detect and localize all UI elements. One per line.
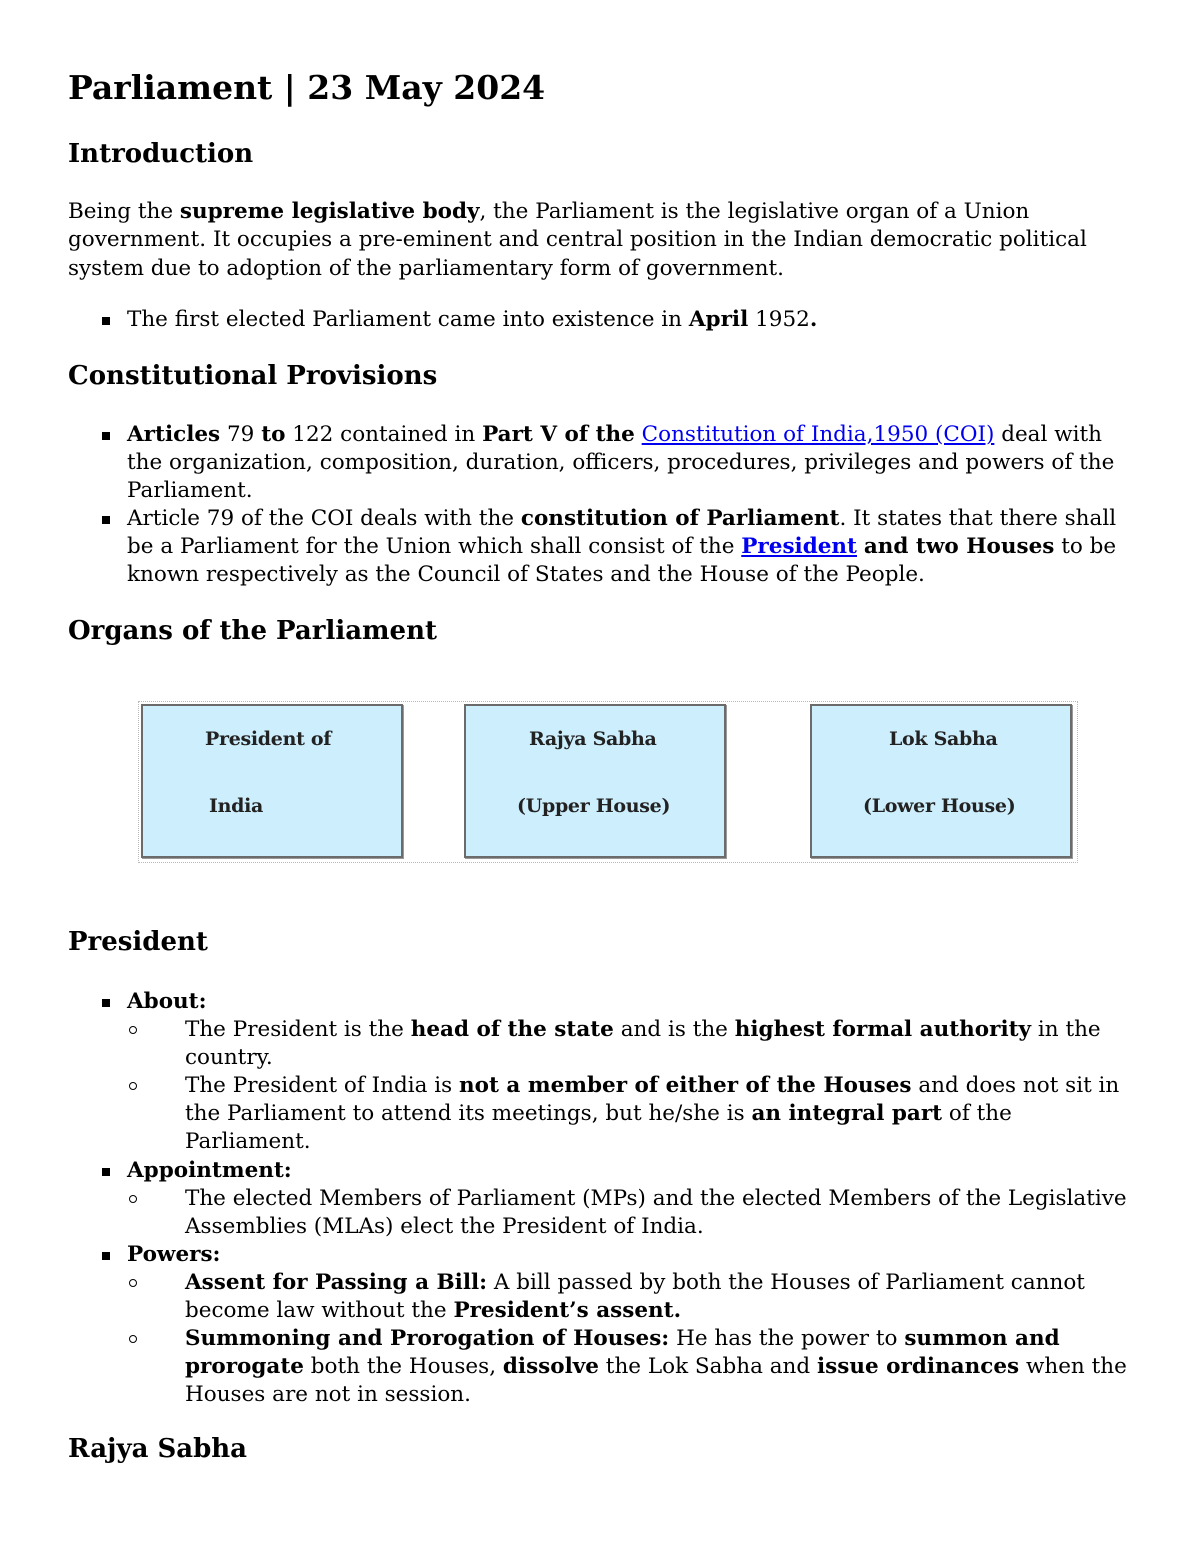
heading-constitutional-provisions: Constitutional Provisions: [68, 361, 438, 391]
heading-introduction: Introduction: [68, 139, 254, 169]
list-item: The elected Members of Parliament (MPs) and the elected Members of the Legislative Assemblies (MLAs) elect the President of India.: [127, 1185, 1140, 1241]
list-item: The President of India is not a member of either of the Houses and does not sit in the Parliament to attend its meetings, but he/she is an integral part of the Parliament.: [127, 1072, 1140, 1156]
organ-box-line2: India: [209, 795, 264, 817]
president-list: [68, 988, 1140, 1409]
list-item: Articles 79 to 122 contained in Part V of the Constitution of India,1950 (COI) deal with the organization, composition, duration, officers, procedures, privileges and powers of the Parliament.: [68, 421, 1140, 505]
page-title: Parliament | 23 May 2024: [68, 68, 546, 107]
heading-president: President: [68, 927, 208, 957]
organ-box-line2: (Upper House): [517, 795, 671, 817]
sublist: [127, 1016, 1140, 1156]
organ-box-president: [141, 704, 403, 858]
list-item: The first elected Parliament came into existence in April 1952.: [68, 306, 1140, 334]
list-item: About: The President is the head of the state and is the highest formal authority in the country. The President of India is not a member of either of the Houses and does not sit in the Parliament to attend its meetings, but he/she is an integral part of the Parliament.: [68, 988, 1140, 1157]
list-item: Summoning and Prorogation of Houses: He has the power to summon and prorogate both the Houses, dissolve the Lok Sabha and issue ordinances when the Houses are not in session.: [127, 1325, 1140, 1409]
list-item: Appointment: The elected Members of Parliament (MPs) and the elected Members of the Legislative Assemblies (MLAs) elect the President of India.: [68, 1157, 1140, 1241]
organ-box-line1: President of: [205, 728, 332, 750]
list-item: The President is the head of the state and is the highest formal authority in the country.: [127, 1016, 1140, 1072]
list-item: Powers: Assent for Passing a Bill: A bill passed by both the Houses of Parliament cannot become law without the President’s assent. Summoning and Prorogation of Houses: He has the power to summon and prorogate both the Houses, dissolve the Lok Sabha and issue ordinances when the Houses are not in session.: [68, 1241, 1140, 1410]
organ-box-line1: Lok Sabha: [889, 728, 998, 750]
heading-rajya-sabha: Rajya Sabha: [68, 1434, 248, 1464]
president-link[interactable]: President: [741, 534, 857, 560]
heading-organs: Organs of the Parliament: [68, 616, 438, 646]
constitution-link[interactable]: Constitution of India,1950 (COI): [641, 422, 995, 447]
intro-list: [68, 306, 1140, 334]
organs-diagram: [138, 701, 1078, 863]
constitutional-list: [68, 421, 1140, 590]
organ-box-line2: (Lower House): [863, 795, 1016, 817]
sublist: [127, 1185, 1140, 1241]
organ-box-rajya-sabha: [464, 704, 726, 858]
sublist: [127, 1269, 1140, 1409]
intro-paragraph: Being the supreme legislative body, the Parliament is the legislative organ of a Union government. It occupies a pre-eminent and central position in the Indian democratic political system due to adoption of the parliamentary form of government.: [68, 199, 1087, 281]
list-item: Article 79 of the COI deals with the constitution of Parliament. It states that there shall be a Parliament for the Union which shall consist of the President and two Houses to be known respectively as the Council of States and the House of the People.: [68, 505, 1140, 589]
organ-box-lok-sabha: [810, 704, 1072, 858]
organ-box-line1: Rajya Sabha: [529, 728, 657, 750]
list-item: Assent for Passing a Bill: A bill passed by both the Houses of Parliament cannot become law without the President’s assent.: [127, 1269, 1140, 1325]
